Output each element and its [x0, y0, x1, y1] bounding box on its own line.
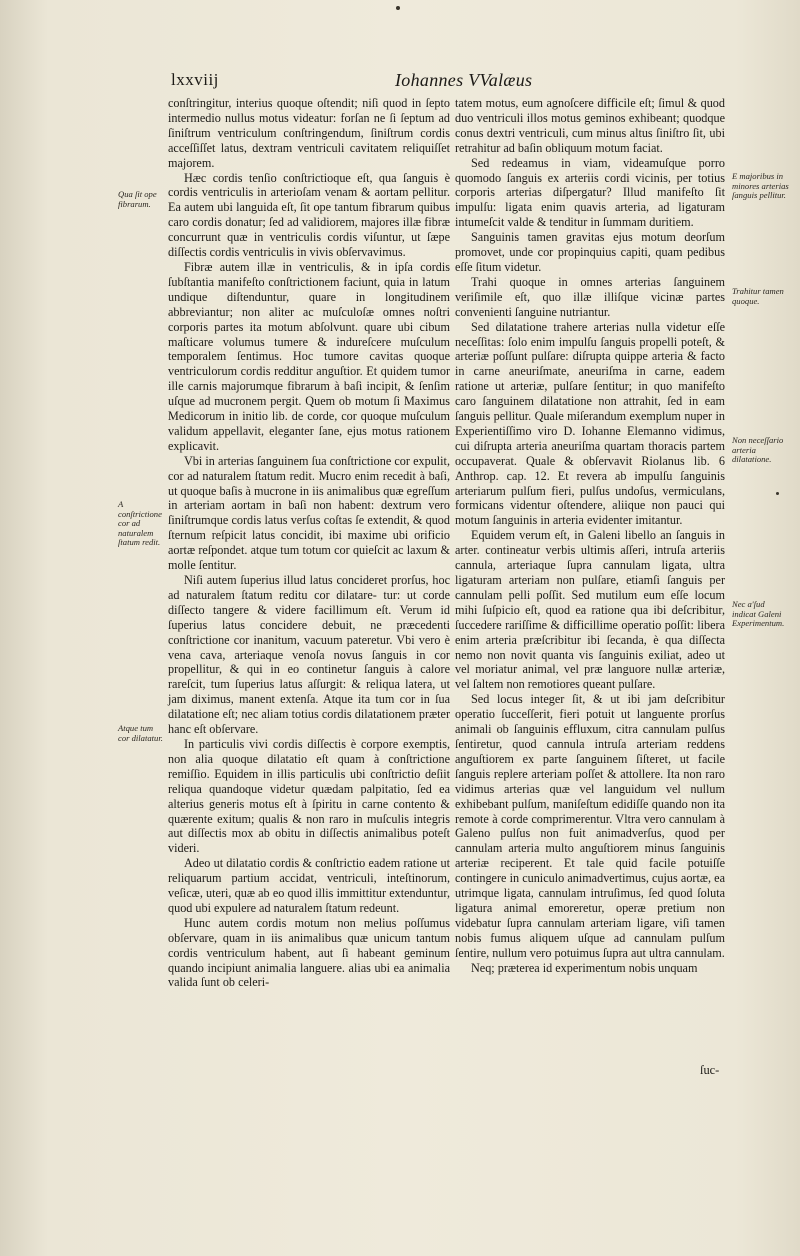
paragraph: Vbi in arterias ſanguinem ſua conſtrictione cor expulit, cor ad naturalem ſtatum redit. Mucro enim recedit à baſi, ut quoque baſis à mucrone in iis animalibus quæ egreſſum in arteriam aortam in baſi non habent: dextrum vero ſiniſtrumque cordis latus verſus coſtas ſe extendit, & quod ſternum reſpicit latus concidit, ibi maxime ubi orificio aortæ reſpondet. atque tum totum cor quieſcit ac laxum & molle ſentitur.: [168, 453, 450, 573]
paragraph: Sed dilatatione trahere arterias nulla videtur eſſe neceſſitas: ſolo enim impulſu ſanguis propelli poteſt, & arteriæ poſſunt pulſare: diſrupta quippe arteria & facto in carne aneuriſmate, aneuriſma in carne, eadem ratione ut arteriæ, pulſare ſentitur; in quo manifeſto caro ſanguinem dilatatione non attrahit, ſed in eam ſanguis pellitur. Quale miſerandum exemplum nuper in Experientiſſimo viro D. Iohanne Elemanno vidimus, cui diſrupta arteria aneuriſma quartam thoracis partem occupaverat. Quale & obſervavit Riolanus lib. 6 Anthrop. cap. 12. Et revera ab impulſu ſanguinis arteriarum pulſum fieri, pulſus undoſus, vermiculans, formicans videntur oſtendere, aliique non pauci qui motum ſanguinis in arteria evidenter imitantur.: [455, 319, 725, 528]
paragraph: Fibræ autem illæ in ventriculis, & in ipſa cordis ſubſtantia manifeſto conſtrictionem faciunt, quia in latum undique diſtenduntur, quare in longitudinem abbreviantur; non aliter ac muſculoſæ omnes noſtri corporis partes ita motum abſolvunt. quare ubi cibum maſticare volumus tumere & indureſcere muſculum temporalem ſentimus. Hoc tumore cavitas quoque ventriculorum cordis redditur anguſtior. Et quidem tumor ille carnis majorumque fibrarum à baſi incipit, & ſenſim uſque ad mucronem pergit. Quem ob motum ſi Maximus Medicorum in initio lib. de corde, cor quoque muſculum validum appellavit, eleganter ſane, ejus motus rationem explicavit.: [168, 259, 450, 453]
paragraph: Neq; præterea id experimentum nobis unquam: [471, 960, 698, 975]
margin-note-right-3: Non neceſſario arteria dilatatione.: [732, 435, 784, 465]
right-text-column: [455, 96, 725, 975]
ink-fleck: [396, 6, 400, 10]
paragraph: In particulis vivi cordis diſſectis è corpore exemptis, non alia quoque dilatatio eſt quam à conſtrictione remiſſio. Equidem in illis particulis ubi conſtrictio deſiit reliqua quandoque videtur quædam palpitatio, ſed ea alterius generis motus eſt à ſpiritu in carne contento & quærente exitum; qualis & non raro in muſculis integris aut diſſectis mox ab obitu in diſſectis animalibus poteſt videri.: [168, 736, 450, 856]
margin-note-right-4: Nec a'ſud indicat Galeni Experimentum.: [732, 599, 785, 629]
page-header: [165, 70, 755, 92]
paragraph: Sed locus integer ſit, & ut ibi jam deſcribitur operatio ſucceſſerit, fieri potuit ut languente prorſus animali ob ſanguinis effluxum, citra cannulam pulſus ſentiretur, quod cannula intruſa arteriam reddens anguſtiorem ex parte ſanguinem ſiſteret, ut facile ſanguis replere arteriam poſſet & attollere. Ita non raro vidimus arterias quæ vel languidum vel nullum exhibebant pulſum, maniſeſtum edidiſſe quando non ita remote à corde comprimerentur. Vltra vero cannulam à Galeno pulſus non fuit animadverſus, quod per cannulam arteria multo anguſtiorem minus ſanguinis arteriæ reciperent. Et tale quid facile potuiſſe contingere in cuniculo animadvertimus, cujus aortæ, ea utrimque ligata, cannulam intruſimus, ſed quod ſoluta ligatura animal emoreretur, operæ pretium non videbatur ſupra cannulam arteriam ligare, viſi tamen nobis fumus aliquem uſque ad cannulam pulſum ſentire, nullum vero potuimus ſupra aut ultra cannulam.: [455, 692, 725, 960]
catchword: ſuc-: [700, 1063, 720, 1077]
paragraph: Hæc cordis tenſio conſtrictioque eſt, qua ſanguis è cordis ventriculis in arterioſam venam & aortam pellitur. Ea autem ubi languida eſt, ſit ope tantum fibrarum quibus caro cordis donatur; ſed ad validiorem, majores illæ fibræ concurrunt quæ in ventriculis cordis viſuntur, ut ſæpe diſſectis cordis ventriculis in vivis obſervavimus.: [168, 170, 450, 260]
paragraph: tatem motus, eum agnoſcere difficile eſt; ſimul & quod duo ventriculi illos motus geminos exhibeant; quodque conus dextri ventriculi, cum minus altus ſiniſtro ſit, ubi retrahitur ad baſin obliquum motum faciat.: [455, 96, 725, 155]
paragraph: conſtringitur, interius quoque oſtendit; niſi quod in ſepto intermedio nullus motus videatur: forſan ne ſi ſeptum ad ſiniſtrum ventriculum conſtringendum, ſiniſtrum cordis acceſſiſſet latus, dextram ventriculi cavitatem reliquiſſet majorem.: [168, 96, 450, 170]
paragraph: Adeo ut dilatatio cordis & conſtrictio eadem ratione ut reliquarum partium accidat, ventriculi, inteſtinorum, veſicæ, uteri, quæ ab eo quod illis immittitur extenduntur, quod ubi expulere ad naturalem ſtatum redeunt.: [168, 856, 450, 915]
paragraph: Trahi quoque in omnes arterias ſanguinem veriſimile eſt, quo illæ illiſque vicinæ partes convenienti ſanguine nutriantur.: [455, 274, 725, 319]
paragraph: Niſi autem ſuperius illud latus concideret prorſus, hoc ad naturalem ſtatum reditu cor dilatare- tur: ut corde diſſecto tangere & videre facillimum eſt. Verum id ſuperius latus concidere debuit, ne præcedenti conſtrictione cor inanitum, vacuum pateretur. Vbi vero è vena cava, arteriaque venoſa novus ſanguis in cor propellitur, & qui in eo continetur ſanguis à calore rareſcit, tum ſuperius latus aſſurgit: & reliqua latera, ut jam diximus, manent extenſa. Atque ita tum cor in ſua dilatatione eſt; nec aliam totius cordis dilatationem præter hanc eſt obſervare.: [168, 573, 450, 737]
paragraph: Equidem verum eſt, in Galeni libello an ſanguis in arter. contineatur verbis ultimis aſſeri, intruſa arteriis cannula, arteriaque ſupra cannulam ligata, ultra ligaturam arteriam non pulſare, etiamſi ſanguis per cannulam pelli poſſit. Sed mutilum eum eſſe locum mihi ſuſpicio eſt, quod ea ratione qua ibi deſcribitur, ſuccedere rariſſime & difficillime operatio poſſit: libera enim arteria præſcribitur ibi ſecanda, è qua diſſecta nemo non novit quanta vis ſanguinis exiliat, adeo ut vel moriatur animal, vel præ languore nullæ arteriæ, vel ſaltem non remotiores queant pulſare.: [455, 528, 725, 692]
running-title: Iohannes VValæus: [395, 70, 533, 90]
margin-note-left-3: Atque tum cor dilatatur.: [118, 723, 163, 743]
margin-note-left-1: Qua ſit ope fibrarum.: [118, 189, 157, 209]
paragraph: Hunc autem cordis motum non melius poſſumus obſervare, quam in iis animalibus quæ unicum tantum cordis ventriculum habent, aut ſi habeant geminum quando incipiunt animalia languere. alias ubi ea animalia valida ſunt ob celeri-: [168, 915, 450, 990]
paragraph: Sed redeamus in viam, videamuſque porro quomodo ſanguis ex arteriis cordi vicinis, per totius corporis arterias diſpergatur? Illud manifeſto ſit impulſu: ligata enim quavis arteria, ad ligaturam intumeſcit valde & tenditur in ſummam duritiem.: [455, 155, 725, 230]
margin-note-left-2: A conſtrictione cor ad naturalem ſtatum redit.: [118, 499, 162, 548]
left-text-column: [168, 96, 450, 990]
margin-note-right-1: E majoribus in minores arterias ſanguis pellitur.: [732, 171, 789, 201]
ink-fleck: [776, 492, 779, 495]
margin-note-right-2: Trahitur tamen quoque.: [732, 286, 784, 306]
paragraph: Sanguinis tamen gravitas ejus motum deorſum promovet, unde cor propinquius capiti, quam pedibus eſſe ſitum videtur.: [455, 230, 725, 274]
folio-number: lxxviij: [171, 70, 219, 89]
